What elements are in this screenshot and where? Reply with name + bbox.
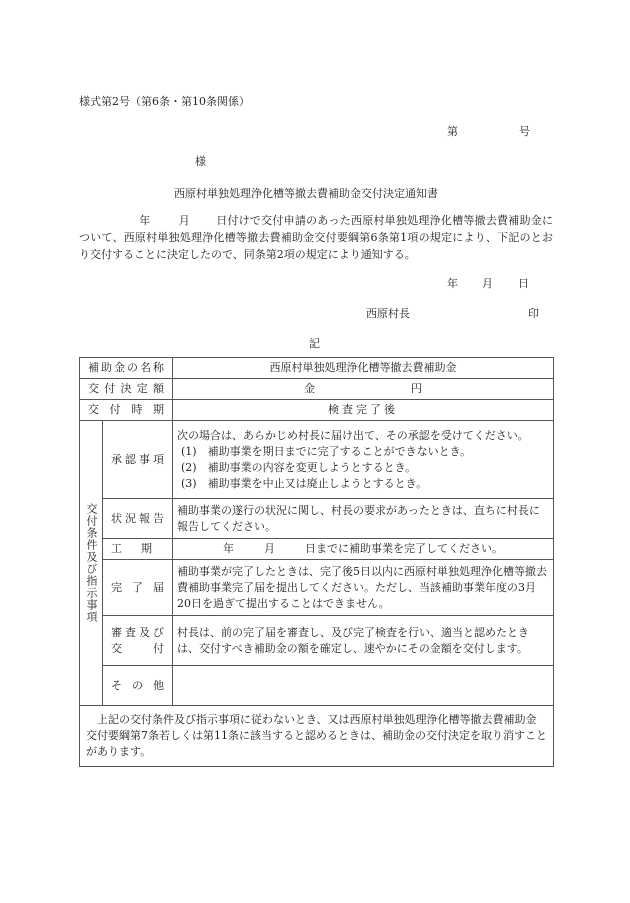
- amount-prefix: 金: [304, 382, 315, 395]
- approval-item-1: (1) 補助事業を期日までに完了することができないとき。: [181, 444, 472, 458]
- approval-intro: 次の場合は、あらかじめ村長に届け出て、その承認を受けてください。: [177, 428, 529, 442]
- issuer-name: 西原村長: [366, 307, 410, 320]
- row-approval: [80, 421, 554, 499]
- conditions-label-text: 交付条件及び指示事項: [85, 503, 98, 623]
- document-title: 西原村単独処理浄化槽等撤去費補助金交付決定通知書: [174, 187, 438, 200]
- approval-item-3: (3) 補助事業を中止又は廃止しようとするとき。: [181, 476, 428, 490]
- date-month: 月: [482, 277, 493, 290]
- form-reference: 様式第2号（第6条・第10条関係）: [79, 95, 250, 108]
- doc-number-prefix: 第: [447, 125, 458, 138]
- timing-label: 交付時期: [80, 400, 173, 421]
- body-month: 月: [178, 214, 190, 227]
- other-text: [173, 666, 554, 706]
- period-month: 月: [264, 542, 275, 555]
- footer-text: 上記の交付条件及び指示事項に従わないとき、又は西原村単独処理浄化槽等撤去費補助金交付要綱第7条若しくは第11条に該当すると認めるときは、補助金の交付決定を取り消すことがあります。: [86, 713, 547, 758]
- row-other: [80, 666, 554, 706]
- decision-table: [79, 357, 554, 767]
- inspection-label: [103, 616, 173, 666]
- inspection-label-line-1: 審査及び: [111, 625, 164, 639]
- period-text: 日までに補助事業を完了してください。: [305, 542, 503, 555]
- body-paragraph: [79, 212, 553, 263]
- date-year: 年: [447, 277, 458, 290]
- period-label: 工期: [103, 539, 173, 560]
- status-label: 状況報告: [103, 499, 173, 539]
- ki-heading: 記: [309, 337, 320, 350]
- completion-text: 補助事業が完了したときは、完了後5日以内に西原村単独処理浄化槽等撤去費補助事業完了届を提出してください。ただし、当該補助事業年度の3月20日を過ぎて提出することはできません。: [173, 560, 554, 616]
- row-subsidy-name: [80, 358, 554, 379]
- approval-content: [173, 421, 554, 499]
- footer-notice: [80, 706, 554, 767]
- period-content: [173, 539, 554, 560]
- body-year: 年: [139, 214, 151, 227]
- amount-suffix: 円: [411, 382, 422, 395]
- subsidy-name-label: 補助金の名称: [80, 358, 173, 379]
- other-label: その他: [103, 666, 173, 706]
- date-day: 日: [518, 277, 529, 290]
- conditions-label: [80, 421, 103, 706]
- row-completion: [80, 560, 554, 616]
- addressee-suffix: 様: [195, 155, 206, 168]
- amount-label: 交付決定額: [80, 379, 173, 400]
- row-period: [80, 539, 554, 560]
- row-amount: [80, 379, 554, 400]
- row-footer: [80, 706, 554, 767]
- row-inspection: [80, 616, 554, 666]
- completion-label: 完了届: [103, 560, 173, 616]
- amount-value: [173, 379, 554, 400]
- row-timing: [80, 400, 554, 421]
- inspection-label-line-2: 交付: [111, 641, 164, 655]
- seal-mark: 印: [528, 307, 539, 320]
- row-status: [80, 499, 554, 539]
- approval-label: 承認事項: [103, 421, 173, 499]
- timing-value: 検査完了後: [173, 400, 554, 421]
- inspection-text: 村長は、前の完了届を審査し、及び完了検査を行い、適当と認めたときは、交付すべき補助金の額を確定し、速やかにその金額を交付します。: [173, 616, 554, 666]
- approval-item-2: (2) 補助事業の内容を変更しようとするとき。: [181, 460, 417, 474]
- subsidy-name-value: 西原村単独処理浄化槽等撤去費補助金: [173, 358, 554, 379]
- doc-number-suffix: 号: [519, 125, 530, 138]
- body-text: 日付けで交付申請のあった西原村単独処理浄化槽等撤去費補助金について、西原村単独処理浄化槽等撤去費補助金交付要綱第6条第1項の規定により、下記のとおり交付することに決定したので、同条第2項の規定により通知する。: [79, 214, 554, 261]
- period-year: 年: [223, 542, 234, 555]
- status-text: 補助事業の遂行の状況に関し、村長の要求があったときは、直ちに村長に報告してください。: [173, 499, 554, 539]
